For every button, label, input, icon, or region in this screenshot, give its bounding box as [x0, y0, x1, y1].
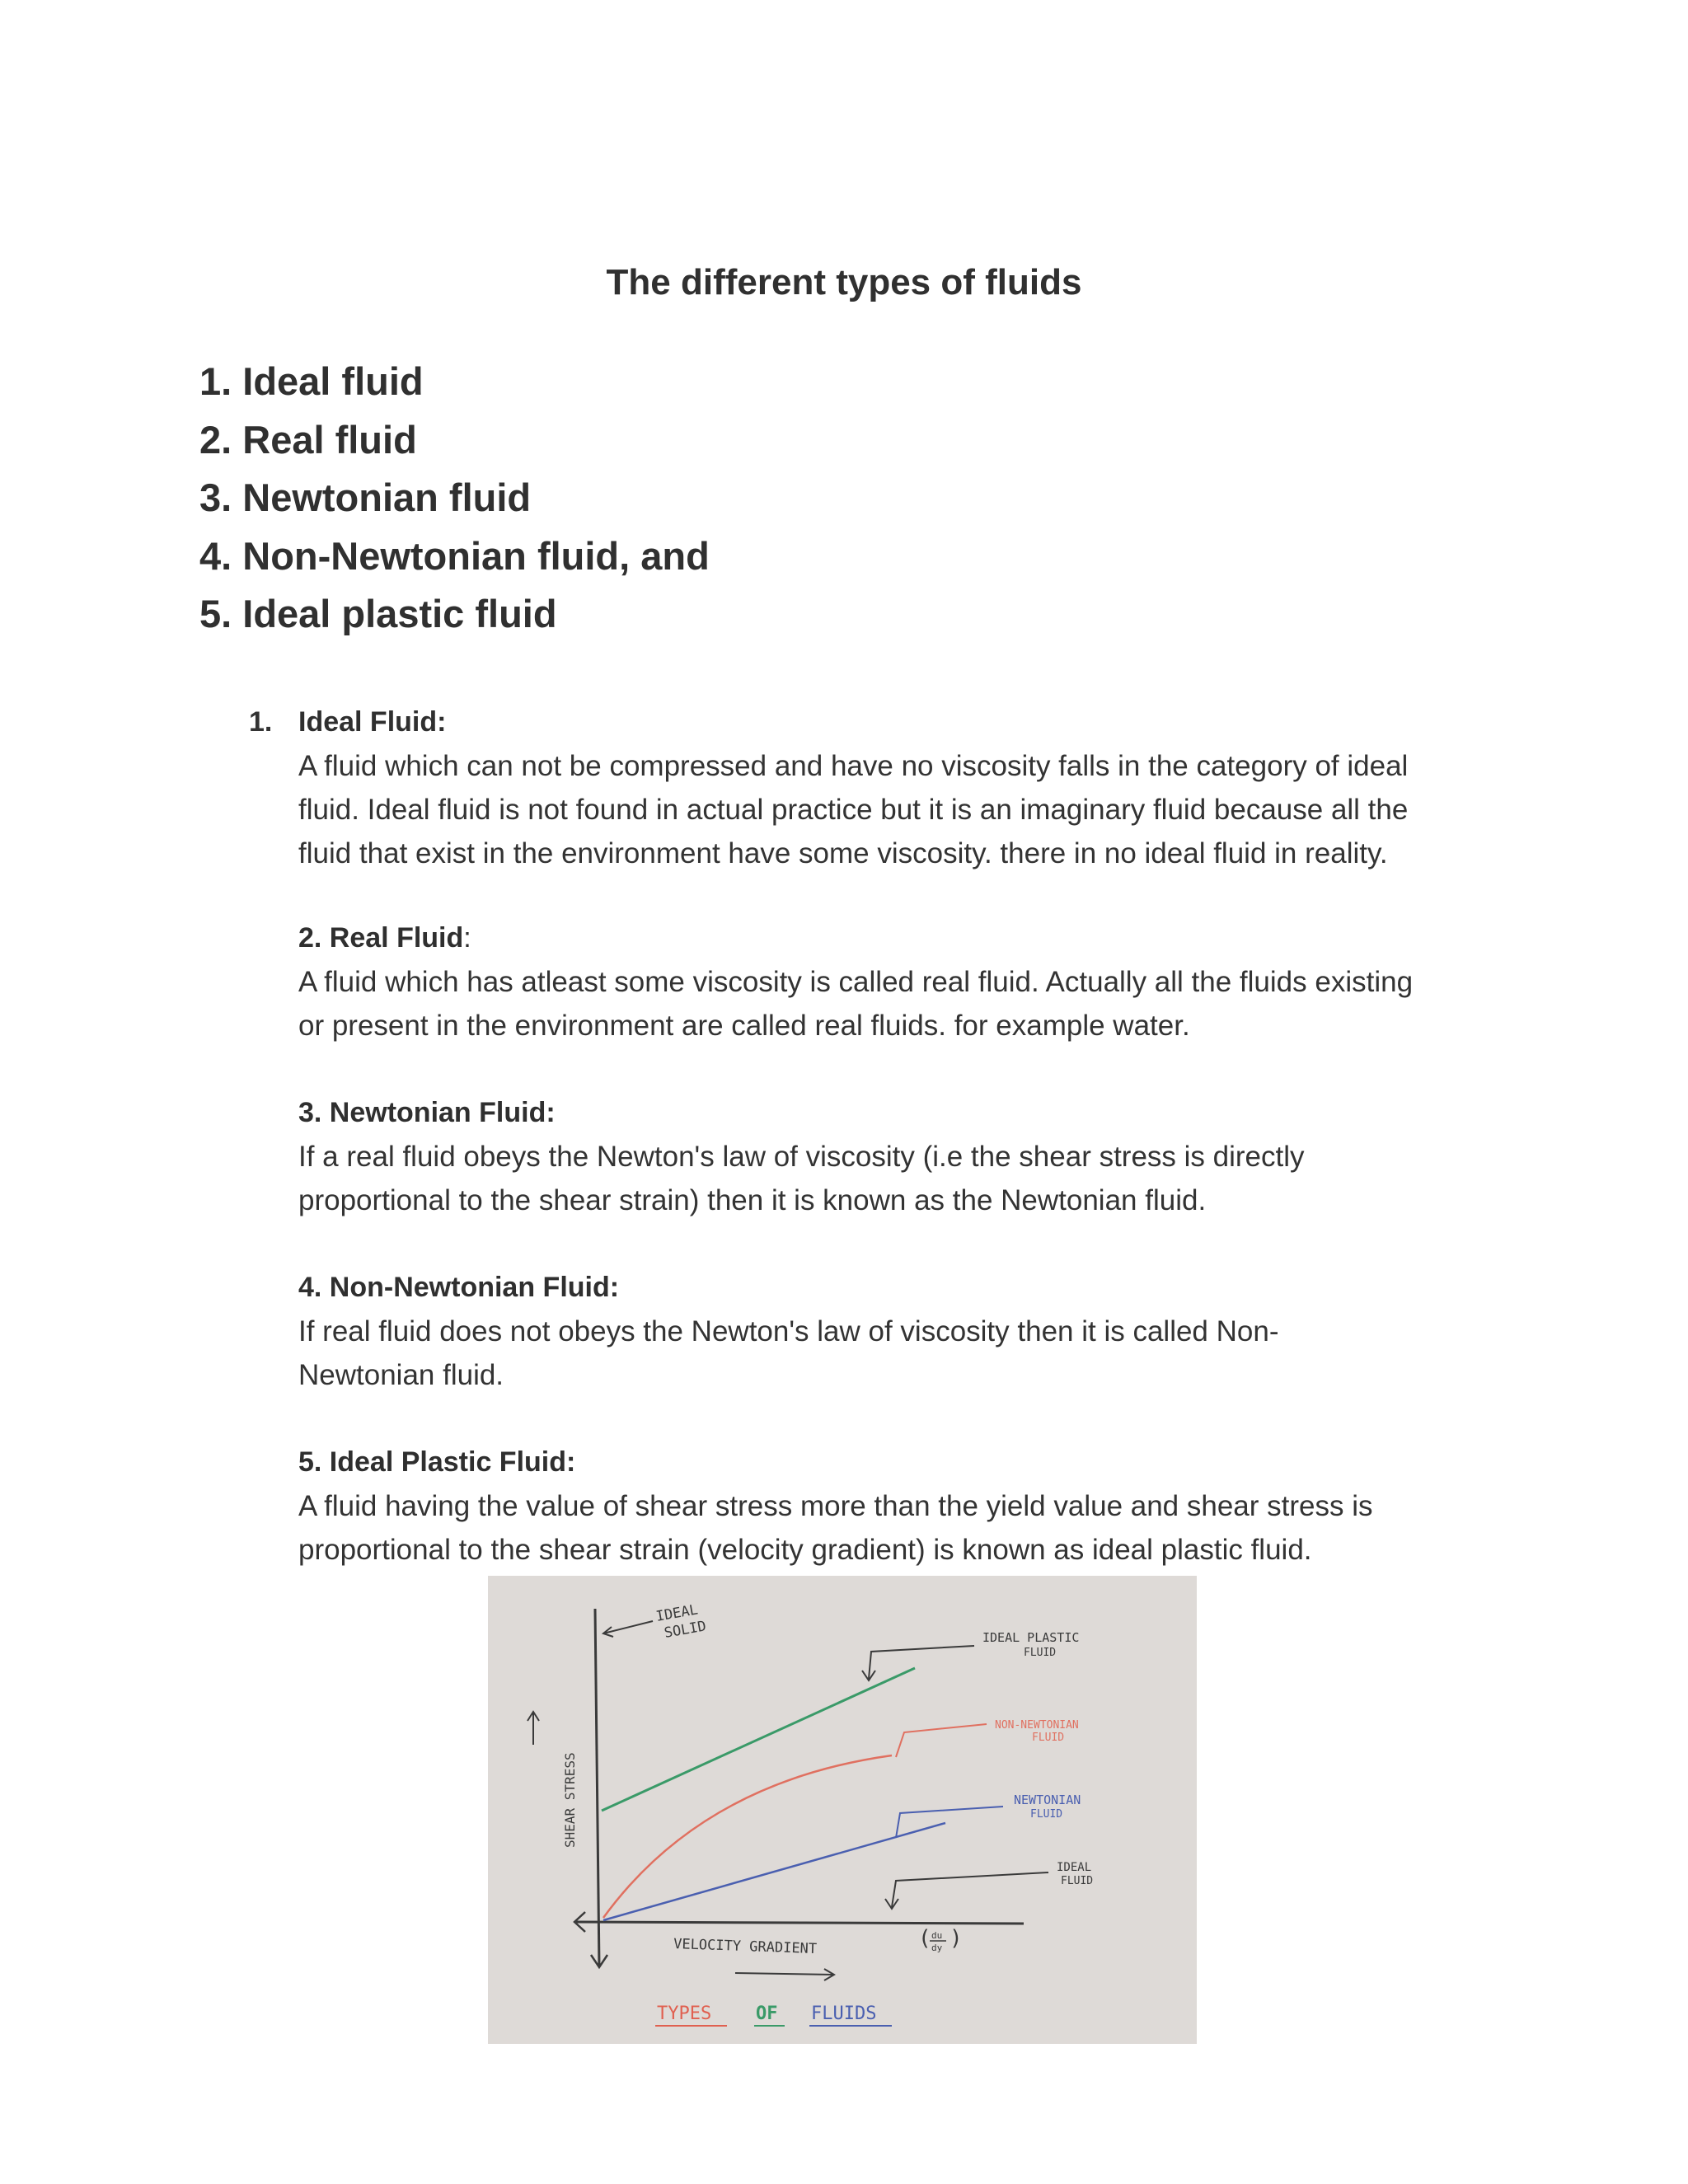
section-heading-text: 2. Real Fluid	[298, 922, 464, 954]
section-body: A fluid which has atleast some viscosity is called real fluid. Actually all the fluids existing or present in the environment are called real fluids. for example water.	[298, 966, 1414, 1042]
ideal-solid-label-2: SOLID	[663, 1618, 708, 1642]
list-item: 3. Newtonian fluid	[199, 476, 532, 519]
x-axis-symbol-numerator: du	[931, 1930, 943, 1941]
section-heading: Ideal Fluid:	[298, 706, 447, 738]
section-heading-colon: :	[463, 922, 471, 954]
list-item: 2. Real fluid	[199, 417, 417, 462]
fluid-types-list	[199, 353, 710, 644]
section-heading: 5. Ideal Plastic Fluid:	[298, 1446, 576, 1478]
x-axis-symbol-denominator: dy	[931, 1943, 943, 1953]
ideal-plastic-label-2: FLUID	[1024, 1647, 1057, 1659]
section-heading: 4. Non-Newtonian Fluid:	[298, 1272, 620, 1303]
section-ideal-fluid	[249, 701, 1502, 875]
ideal-fluid-label-1: IDEAL	[1057, 1861, 1092, 1874]
section-body: If real fluid does not obeys the Newton's law of viscosity then it is called Non- Newtonian fluid.	[298, 1315, 1279, 1391]
section-body: A fluid which can not be compressed and have no viscosity falls in the category of ideal fluid. Ideal fluid is not found in actual practice but it is an imaginary fluid because all the fluid that exist in the environment have some viscosity. there in no ideal fluid in reality.	[298, 750, 1409, 869]
non-newtonian-label-2: FLUID	[1032, 1732, 1065, 1744]
paper-background	[488, 1576, 1197, 2044]
section-heading: 3. Newtonian Fluid:	[298, 1097, 556, 1128]
section-newtonian-fluid	[298, 1091, 1502, 1222]
section-heading	[298, 916, 1502, 960]
caption-of: OF	[756, 2004, 778, 2024]
newtonian-label-1: NEWTONIAN	[1014, 1793, 1081, 1807]
x-axis-paren-close: )	[950, 1926, 963, 1951]
section-body: If a real fluid obeys the Newton's law of viscosity (i.e the shear stress is directly proportional to the shear strain) then it is known as the Newtonian fluid.	[298, 1141, 1305, 1216]
caption-fluids: FLUIDS	[811, 2004, 877, 2024]
sketch-graph	[488, 1576, 1197, 2044]
ideal-fluid-label-2: FLUID	[1061, 1875, 1094, 1887]
list-item: 5. Ideal plastic fluid	[199, 592, 557, 635]
newtonian-label-2: FLUID	[1030, 1808, 1063, 1821]
section-body: A fluid having the value of shear stress more than the yield value and shear stress is proportional to the shear strain (velocity gradient) is known as ideal plastic fluid.	[298, 1490, 1373, 1566]
section-real-fluid	[298, 916, 1502, 1047]
x-axis	[574, 1922, 1024, 1924]
ideal-plastic-label-1: IDEAL PLASTIC	[982, 1630, 1080, 1645]
y-axis-label: SHEAR STRESS	[562, 1752, 578, 1848]
ideal-solid-label-1: IDEAL	[654, 1601, 700, 1625]
x-axis-label: VELOCITY GRADIENT	[673, 1936, 818, 1958]
fluid-types-sketch-photo	[488, 1576, 1197, 2044]
x-axis-paren-open: (	[918, 1926, 931, 1951]
section-non-newtonian-fluid	[298, 1266, 1502, 1397]
non-newtonian-label-1: NON-NEWTONIAN	[995, 1719, 1079, 1732]
list-item: 4. Non-Newtonian fluid, and	[199, 533, 710, 578]
section-ideal-plastic-fluid	[298, 1441, 1502, 1572]
page-title: The different types of fluids	[606, 262, 1082, 302]
list-item: 1. Ideal fluid	[199, 359, 424, 403]
caption-types: TYPES	[657, 2004, 712, 2024]
section-number: 1.	[249, 706, 273, 738]
